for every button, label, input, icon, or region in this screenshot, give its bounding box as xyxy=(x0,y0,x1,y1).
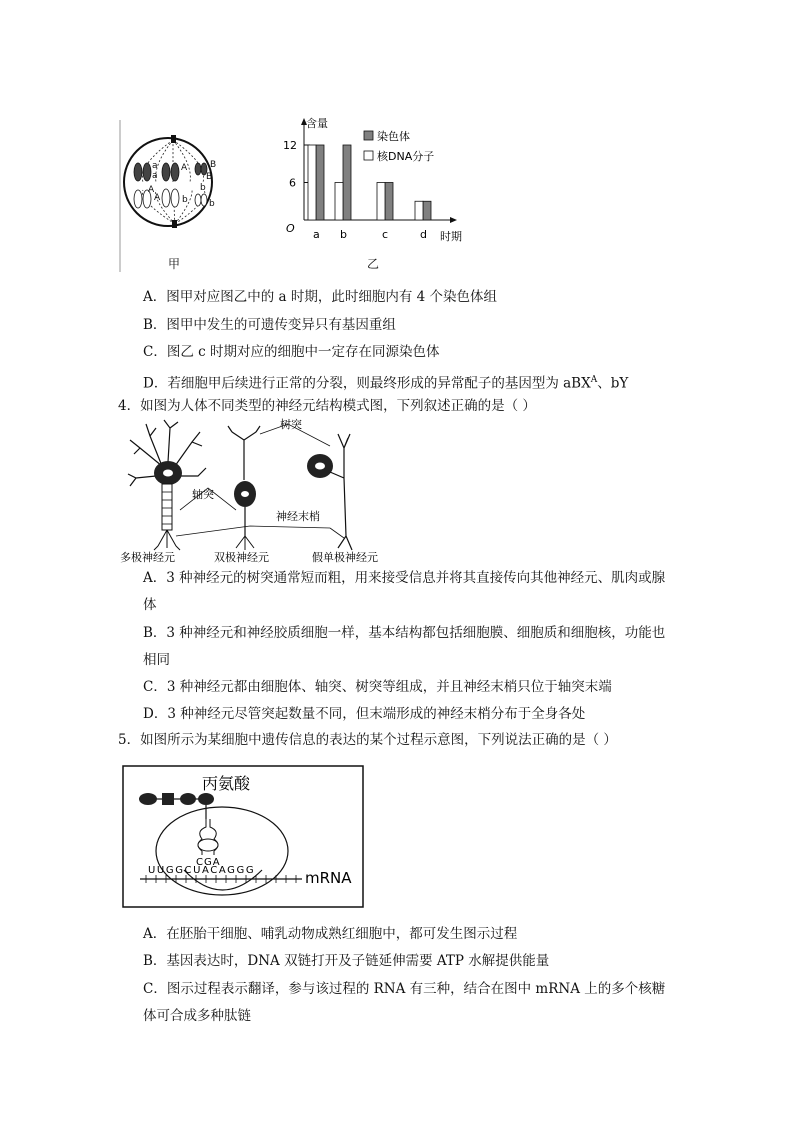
label-dendrite: 树突 xyxy=(280,418,302,431)
gene-letter: A xyxy=(148,185,155,195)
mrna-label: mRNA xyxy=(305,869,352,887)
label-terminal: 神经末梢 xyxy=(276,510,320,523)
q4-option-b: B．3 种神经元和神经胶质细胞一样，基本结构都包括细胞膜、细胞质和细胞核，功能也 xyxy=(143,625,666,641)
amino-acid-3 xyxy=(180,793,196,805)
gene-letter: B xyxy=(210,160,217,170)
q5-option-c: C．图示过程表示翻译，参与该过程的 RNA 有三种，结合在图中 mRNA 上的多个核糖 xyxy=(143,981,666,997)
amino-acid-2 xyxy=(162,793,174,805)
neuron-figure xyxy=(120,418,405,566)
q3-option-d-sup: A xyxy=(590,375,598,385)
translation-figure xyxy=(122,765,365,910)
x-axis-label: 时期 xyxy=(440,230,462,243)
label-axon: 轴突 xyxy=(192,488,214,501)
gene-letter: a xyxy=(152,161,158,171)
q3-option-d xyxy=(143,371,628,393)
bar-a-series-1 xyxy=(308,145,316,220)
q5-option-b: B．基因表达时，DNA 双链打开及子链延伸需要 ATP 水解提供能量 xyxy=(143,953,550,969)
bar-b-series-0 xyxy=(343,145,351,220)
gene-letter: A xyxy=(181,163,188,173)
bar-c-series-1 xyxy=(377,183,385,221)
q3-option-d-text: D．若细胞甲后续进行正常的分裂，则最终形成的异常配子的基因型为 aBX xyxy=(143,375,591,392)
y-axis-label: 含量 xyxy=(306,117,328,130)
bar-b-series-1 xyxy=(335,183,343,221)
q5-option-a: A．在胚胎干细胞、哺乳动物成熟红细胞中，都可发生图示过程 xyxy=(143,926,518,942)
q3-option-a: A．图甲对应图乙中的 a 时期，此时细胞内有 4 个染色体组 xyxy=(143,289,498,305)
gene-letter: B xyxy=(206,172,213,182)
q3-option-d-tail: 、bY xyxy=(597,375,629,392)
legend-label-dna: 核DNA分子 xyxy=(377,150,435,163)
mrna-sequence: UUGGCUACAGGG xyxy=(148,865,256,876)
label-pseudounipolar: 假单极神经元 xyxy=(312,551,378,564)
gene-letter: A xyxy=(154,193,161,203)
bar-c-series-0 xyxy=(385,183,393,221)
gene-letter: a xyxy=(152,171,158,181)
q4-option-a: A．3 种神经元的树突通常短而粗，用来接受信息并将其直接传向其他神经元、肌肉或腺 xyxy=(143,570,666,586)
q3-option-b: B．图甲中发生的可遗传变异只有基因重组 xyxy=(143,317,396,333)
label-multipolar: 多极神经元 xyxy=(120,551,175,564)
gene-letter: b xyxy=(182,195,188,205)
q4-option-d: D．3 种神经元尽管突起数量不同，但末端形成的神经末梢分布于全身各处 xyxy=(143,706,586,722)
chart-figure-label: 乙 xyxy=(367,257,380,271)
amino-acid-1 xyxy=(139,793,157,805)
gene-letter: b xyxy=(209,199,215,209)
legend-swatch-dna xyxy=(364,151,373,160)
q4-stem: 4．如图为人体不同类型的神经元结构模式图，下列叙述正确的是（ ） xyxy=(118,398,536,414)
bar-d-series-1 xyxy=(415,201,423,220)
y-tick-label: 12 xyxy=(283,139,297,152)
bar-chart xyxy=(280,115,470,245)
x-category-label: b xyxy=(340,228,347,241)
q4-option-b-cont: 相同 xyxy=(143,652,170,668)
label-bipolar: 双极神经元 xyxy=(214,551,269,564)
q5-stem: 5．如图所示为某细胞中遗传信息的表达的某个过程示意图，下列说法正确的是（ ） xyxy=(118,732,617,748)
gene-letter: b xyxy=(200,183,206,193)
x-category-label: a xyxy=(313,228,320,241)
bar-d-series-0 xyxy=(423,201,431,220)
q4-option-c: C．3 种神经元都由细胞体、轴突、树突等组成，并且神经末梢只位于轴突末端 xyxy=(143,679,612,695)
amino-acid-4 xyxy=(198,793,214,805)
legend-label-chromosome: 染色体 xyxy=(377,130,410,143)
cell-figure-label: 甲 xyxy=(168,257,181,271)
anticodon: CGA xyxy=(196,857,221,868)
x-axis-arrow xyxy=(450,217,457,223)
q3-option-c: C．图乙 c 时期对应的细胞中一定存在同源染色体 xyxy=(143,344,440,360)
amino-acid-label: 丙氨酸 xyxy=(202,774,251,793)
x-category-label: c xyxy=(382,228,389,241)
q5-option-c-cont: 体可合成多种肽链 xyxy=(143,1008,251,1024)
y-tick-label: 6 xyxy=(289,176,296,190)
cell-figure xyxy=(118,120,218,275)
legend-swatch-chromosome xyxy=(364,131,373,140)
q4-option-a-cont: 体 xyxy=(143,597,157,613)
origin-label: O xyxy=(286,222,295,235)
bar-a-series-0 xyxy=(316,145,324,220)
x-category-label: d xyxy=(420,228,427,241)
